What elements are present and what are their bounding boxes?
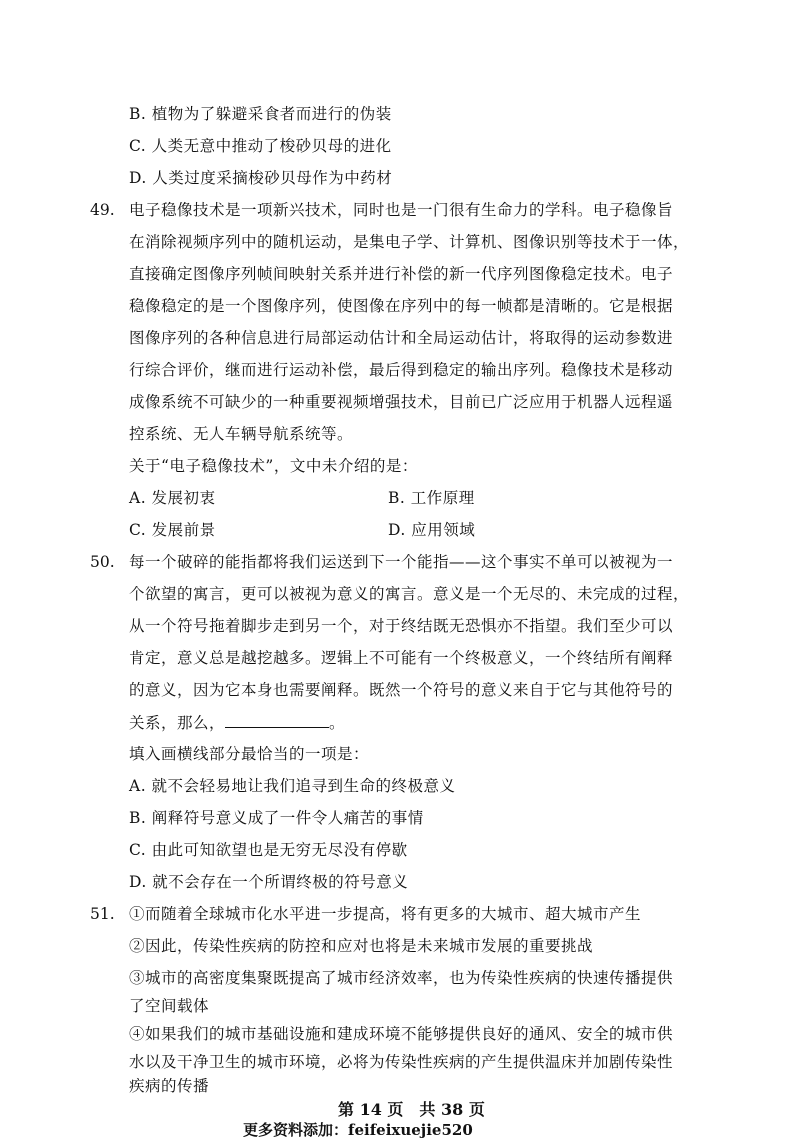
q49-question: 关于“电子稳像技术”，文中未介绍的是：: [129, 457, 418, 475]
answer-blank: [225, 712, 329, 728]
q50-option-a: A. 就不会轻易地让我们追寻到生命的终极意义: [129, 777, 456, 795]
q51-number: 51.: [90, 905, 115, 923]
q50-line-4: 肯定，意义总是越挖越多。逻辑上不可能有一个终极意义，一个终结所有阐释: [129, 649, 674, 667]
q51-line-7: 疾病的传播: [129, 1077, 210, 1095]
q50-line-6-suffix: 。: [329, 714, 346, 732]
q49-line-5: 图像序列的各种信息进行局部运动估计和全局运动估计，将取得的运动参数进: [129, 329, 674, 347]
q48-option-c: C. 人类无意中推动了梭砂贝母的进化: [129, 137, 392, 155]
q49-option-c: C. 发展前景: [129, 521, 216, 539]
q49-number: 49.: [90, 201, 115, 219]
q48-option-b: B. 植物为了躲避采食者而进行的伪装: [129, 105, 392, 123]
q49-line-2: 在消除视频序列中的随机运动，是集电子学、计算机、图像识别等技术于一体，: [129, 233, 690, 251]
q48-option-d: D. 人类过度采摘梭砂贝母作为中药材: [129, 169, 393, 187]
q49-option-b: B. 工作原理: [388, 489, 475, 507]
promo-text: 更多资料添加：feifeixuejie520: [243, 1121, 473, 1139]
q50-option-b: B. 阐释符号意义成了一件令人痛苦的事情: [129, 809, 424, 827]
q51-line-2: ②因此，传染性疾病的防控和应对也将是未来城市发展的重要挑战: [129, 937, 594, 955]
q50-line-6: [129, 712, 345, 733]
q51-line-6: 水以及干净卫生的城市环境，必将为传染性疾病的产生提供温床并加剧传染性: [129, 1053, 674, 1071]
q50-option-d: D. 就不会存在一个所谓终极的符号意义: [129, 873, 409, 891]
q49-line-7: 成像系统不可缺少的一种重要视频增强技术，目前已广泛应用于机器人远程遥: [129, 393, 674, 411]
q50-question: 填入画横线部分最恰当的一项是：: [129, 745, 370, 763]
q50-line-2: 个欲望的寓言，更可以被视为意义的寓言。意义是一个无尽的、未完成的过程，: [129, 585, 690, 603]
q49-line-1: 电子稳像技术是一项新兴技术，同时也是一门很有生命力的学科。电子稳像旨: [129, 201, 674, 219]
q50-option-c: C. 由此可知欲望也是无穷无尽没有停歇: [129, 841, 408, 859]
q50-line-6-prefix: 关系，那么，: [129, 714, 226, 732]
q51-line-1: ①而随着全球城市化水平进一步提高，将有更多的大城市、超大城市产生: [129, 905, 642, 923]
q50-line-3: 从一个符号拖着脚步走到另一个，对于终结既无恐惧亦不指望。我们至少可以: [129, 617, 674, 635]
page-number: 第 14 页 共 38 页: [338, 1100, 485, 1119]
q51-line-3: ③城市的高密度集聚既提高了城市经济效率，也为传染性疾病的快速传播提供: [129, 969, 674, 987]
q49-option-a: A. 发展初衷: [129, 489, 216, 507]
q50-line-5: 的意义，因为它本身也需要阐释。既然一个符号的意义来自于它与其他符号的: [129, 681, 674, 699]
q49-line-4: 稳像稳定的是一个图像序列，使图像在序列中的每一帧都是清晰的。它是根据: [129, 297, 674, 315]
q50-number: 50.: [90, 553, 115, 571]
q49-option-d: D. 应用领域: [388, 521, 476, 539]
q51-line-4: 了空间载体: [129, 997, 210, 1015]
q51-line-5: ④如果我们的城市基础设施和建成环境不能够提供良好的通风、安全的城市供: [129, 1025, 674, 1043]
q49-line-6: 行综合评价，继而进行运动补偿，最后得到稳定的输出序列。稳像技术是移动: [129, 361, 674, 379]
q50-line-1: 每一个破碎的能指都将我们运送到下一个能指——这个事实不单可以被视为一: [129, 553, 674, 571]
q49-line-3: 直接确定图像序列帧间映射关系并进行补偿的新一代序列图像稳定技术。电子: [129, 265, 674, 283]
q49-line-8: 控系统、无人车辆导航系统等。: [129, 425, 354, 443]
